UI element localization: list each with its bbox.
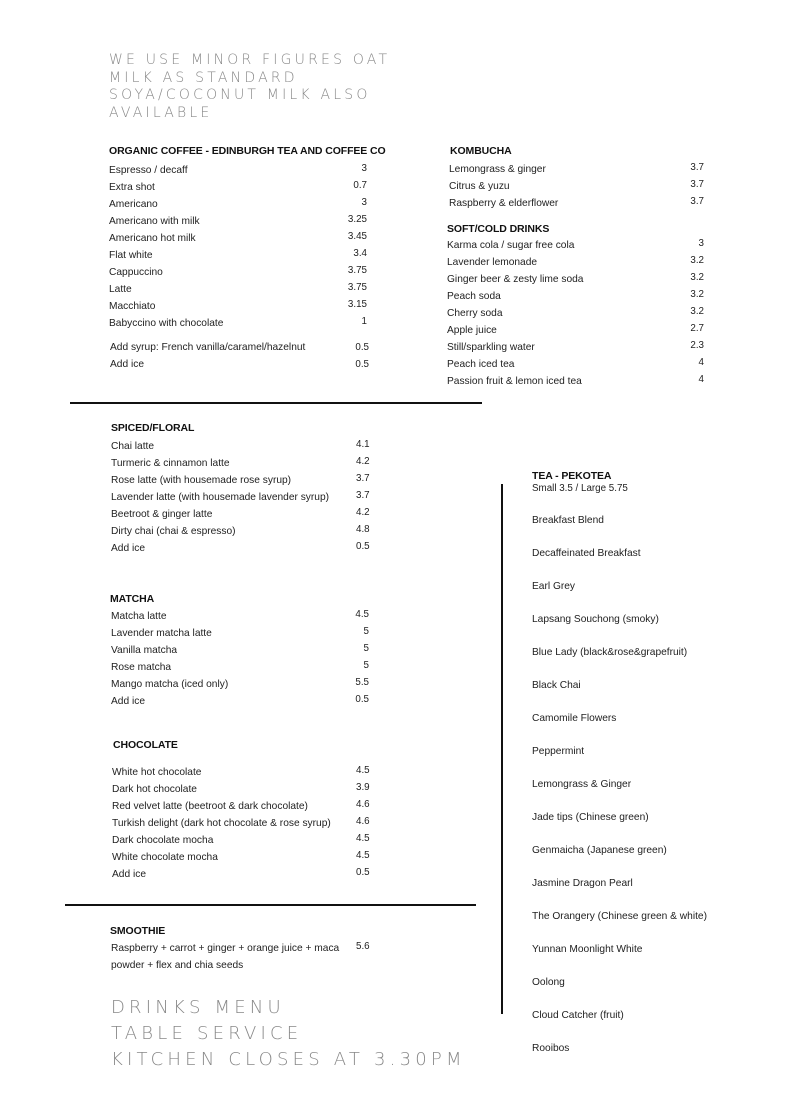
matcha-heading: MATCHA [110, 593, 155, 605]
spiced-item-price: 4.8 [356, 524, 370, 535]
coffee-extra-price: 0.5 [355, 342, 369, 353]
coffee-item-name: Americano with milk [109, 216, 200, 227]
kombucha-heading: KOMBUCHA [450, 145, 512, 157]
chocolate-item-name: Red velvet latte (beetroot & dark chocolate) [112, 801, 308, 812]
chocolate-item-name: White hot chocolate [112, 767, 202, 778]
matcha-item-price: 5 [363, 660, 369, 671]
soft-drink-item-name: Peach soda [447, 291, 501, 302]
kombucha-item-name: Raspberry & elderflower [449, 198, 559, 209]
column-divider [501, 484, 503, 1014]
matcha-item-price: 5.5 [355, 677, 369, 688]
smoothie-price: 5.6 [356, 941, 370, 952]
coffee-heading: ORGANIC COFFEE - EDINBURGH TEA AND COFFEE CO [109, 145, 386, 157]
soft-drink-item-name: Lavender lemonade [447, 257, 538, 268]
matcha-item-name: Rose matcha [111, 662, 172, 673]
chocolate-item-price: 4.6 [356, 816, 370, 827]
footer-notice [111, 995, 466, 1073]
section-divider [65, 904, 476, 906]
soft-drink-item-price: 3.2 [690, 289, 704, 300]
soft-drink-item-name: Cherry soda [447, 308, 503, 319]
spiced-item-name: Rose latte (with housemade rose syrup) [111, 475, 292, 486]
footer-line: KITCHEN CLOSES AT 3.30PM [111, 1049, 466, 1070]
matcha-item-name: Matcha latte [111, 611, 167, 622]
kombucha-item-price: 3.7 [690, 196, 704, 207]
matcha-item-price: 0.5 [355, 694, 369, 705]
milk-notice-line: WE USE MINOR FIGURES OAT [109, 52, 391, 68]
coffee-item-name: Latte [109, 284, 132, 295]
spiced-item-name: Dirty chai (chai & espresso) [111, 526, 236, 537]
chocolate-item-price: 4.5 [356, 765, 370, 776]
chocolate-item-price: 0.5 [356, 867, 370, 878]
tea-item: Decaffeinated Breakfast [532, 548, 641, 559]
soft-drink-item-name: Still/sparkling water [447, 342, 535, 353]
matcha-item-price: 5 [363, 626, 369, 637]
matcha-item-name: Vanilla matcha [111, 645, 178, 656]
coffee-item-name: Extra shot [109, 182, 155, 193]
spiced-item-price: 4.2 [356, 507, 370, 518]
coffee-item-name: Babyccino with chocolate [109, 318, 224, 329]
tea-item: Rooibos [532, 1043, 570, 1054]
chocolate-item-price: 4.5 [356, 850, 370, 861]
spiced-item-name: Add ice [111, 543, 145, 554]
spiced-item-name: Lavender latte (with housemade lavender syrup) [111, 492, 330, 503]
soft-drinks-heading: SOFT/COLD DRINKS [447, 223, 550, 235]
spiced-item-price: 4.1 [356, 439, 370, 450]
smoothie-heading: SMOOTHIE [110, 925, 166, 937]
chocolate-item-price: 3.9 [356, 782, 370, 793]
kombucha-item-price: 3.7 [690, 179, 704, 190]
soft-drink-item-price: 3.2 [690, 306, 704, 317]
soft-drink-item-price: 4 [698, 357, 704, 368]
tea-item: Blue Lady (black&rose&grapefruit) [532, 647, 688, 658]
soft-drink-item-price: 3 [698, 238, 704, 249]
coffee-item-price: 3 [361, 163, 367, 174]
footer-line: TABLE SERVICE [111, 1023, 303, 1044]
soft-drink-item-price: 3.2 [690, 255, 704, 266]
coffee-item-price: 3.45 [347, 231, 367, 242]
soft-drink-item-name: Ginger beer & zesty lime soda [447, 274, 584, 285]
coffee-item-name: Flat white [109, 250, 153, 261]
tea-heading: TEA - PEKOTEA [532, 470, 612, 482]
matcha-item-price: 4.5 [355, 609, 369, 620]
coffee-item-name: Macchiato [109, 301, 156, 312]
milk-notice [109, 52, 439, 122]
soft-drink-item-price: 2.3 [690, 340, 704, 351]
tea-item: Cloud Catcher (fruit) [532, 1010, 624, 1021]
coffee-item-name: Americano hot milk [109, 233, 196, 244]
tea-item: The Orangery (Chinese green & white) [532, 911, 707, 922]
matcha-item-name: Add ice [111, 696, 145, 707]
chocolate-item-name: White chocolate mocha [112, 852, 218, 863]
coffee-item-price: 1 [361, 316, 367, 327]
tea-item: Jasmine Dragon Pearl [532, 878, 633, 889]
coffee-item-name: Americano [109, 199, 158, 210]
coffee-item-name: Espresso / decaff [109, 165, 188, 176]
footer-line: DRINKS MENU [111, 997, 285, 1018]
kombucha-item-name: Citrus & yuzu [449, 181, 510, 192]
soft-drink-item-name: Karma cola / sugar free cola [447, 240, 575, 251]
spiced-item-name: Turmeric & cinnamon latte [111, 458, 230, 469]
section-divider [70, 402, 482, 404]
kombucha-item-price: 3.7 [690, 162, 704, 173]
soft-drink-item-price: 2.7 [690, 323, 704, 334]
tea-item: Breakfast Blend [532, 515, 604, 526]
coffee-extra-name: Add syrup: French vanilla/caramel/hazelnut [110, 342, 306, 353]
spiced-item-name: Beetroot & ginger latte [111, 509, 213, 520]
spiced-floral-heading: SPICED/FLORAL [111, 422, 195, 434]
tea-item: Earl Grey [532, 581, 576, 592]
milk-notice-line: AVAILABLE [109, 104, 213, 121]
kombucha-item-name: Lemongrass & ginger [449, 164, 546, 175]
coffee-extra-price: 0.5 [355, 359, 369, 370]
soft-drink-item-name: Passion fruit & lemon iced tea [447, 376, 582, 387]
tea-item: Peppermint [532, 746, 585, 757]
milk-notice-line: SOYA/COCONUT MILK ALSO [109, 87, 371, 104]
tea-item: Black Chai [532, 680, 581, 691]
matcha-item-price: 5 [363, 643, 369, 654]
coffee-item-price: 0.7 [353, 180, 367, 191]
chocolate-item-name: Dark hot chocolate [112, 784, 197, 795]
coffee-extra-name: Add ice [110, 359, 144, 370]
coffee-item-price: 3.4 [353, 248, 367, 259]
tea-item: Camomile Flowers [532, 713, 617, 724]
soft-drink-item-price: 3.2 [690, 272, 704, 283]
tea-item: Yunnan Moonlight White [532, 944, 643, 955]
smoothie-description-cont: powder + flex and chia seeds [111, 960, 244, 971]
tea-item: Oolong [532, 977, 565, 988]
coffee-item-price: 3.75 [347, 282, 367, 293]
spiced-item-price: 0.5 [356, 541, 370, 552]
coffee-item-price: 3.75 [347, 265, 367, 276]
smoothie-description: Raspberry + carrot + ginger + orange juice + maca [111, 943, 340, 954]
coffee-item-price: 3.15 [347, 299, 367, 310]
chocolate-item-name: Turkish delight (dark hot chocolate & rose syrup) [112, 818, 331, 829]
tea-item: Genmaicha (Japanese green) [532, 845, 667, 856]
soft-drink-item-name: Peach iced tea [447, 359, 515, 370]
chocolate-item-name: Dark chocolate mocha [112, 835, 214, 846]
milk-notice-line: MILK AS STANDARD [109, 69, 298, 86]
coffee-item-price: 3.25 [347, 214, 367, 225]
soft-drink-item-price: 4 [698, 374, 704, 385]
spiced-item-price: 4.2 [356, 456, 370, 467]
chocolate-item-name: Add ice [112, 869, 146, 880]
soft-drink-item-name: Apple juice [447, 325, 497, 336]
tea-item: Jade tips (Chinese green) [532, 812, 649, 823]
coffee-item-price: 3 [361, 197, 367, 208]
chocolate-item-price: 4.5 [356, 833, 370, 844]
coffee-item-name: Cappuccino [109, 267, 163, 278]
chocolate-heading: CHOCOLATE [113, 739, 178, 751]
chocolate-item-price: 4.6 [356, 799, 370, 810]
matcha-item-name: Lavender matcha latte [111, 628, 212, 639]
matcha-item-name: Mango matcha (iced only) [111, 679, 229, 690]
spiced-item-name: Chai latte [111, 441, 155, 452]
tea-item: Lemongrass & Ginger [532, 779, 632, 790]
spiced-item-price: 3.7 [356, 473, 370, 484]
tea-item: Lapsang Souchong (smoky) [532, 614, 659, 625]
spiced-item-price: 3.7 [356, 490, 370, 501]
tea-sizes: Small 3.5 / Large 5.75 [532, 483, 628, 494]
